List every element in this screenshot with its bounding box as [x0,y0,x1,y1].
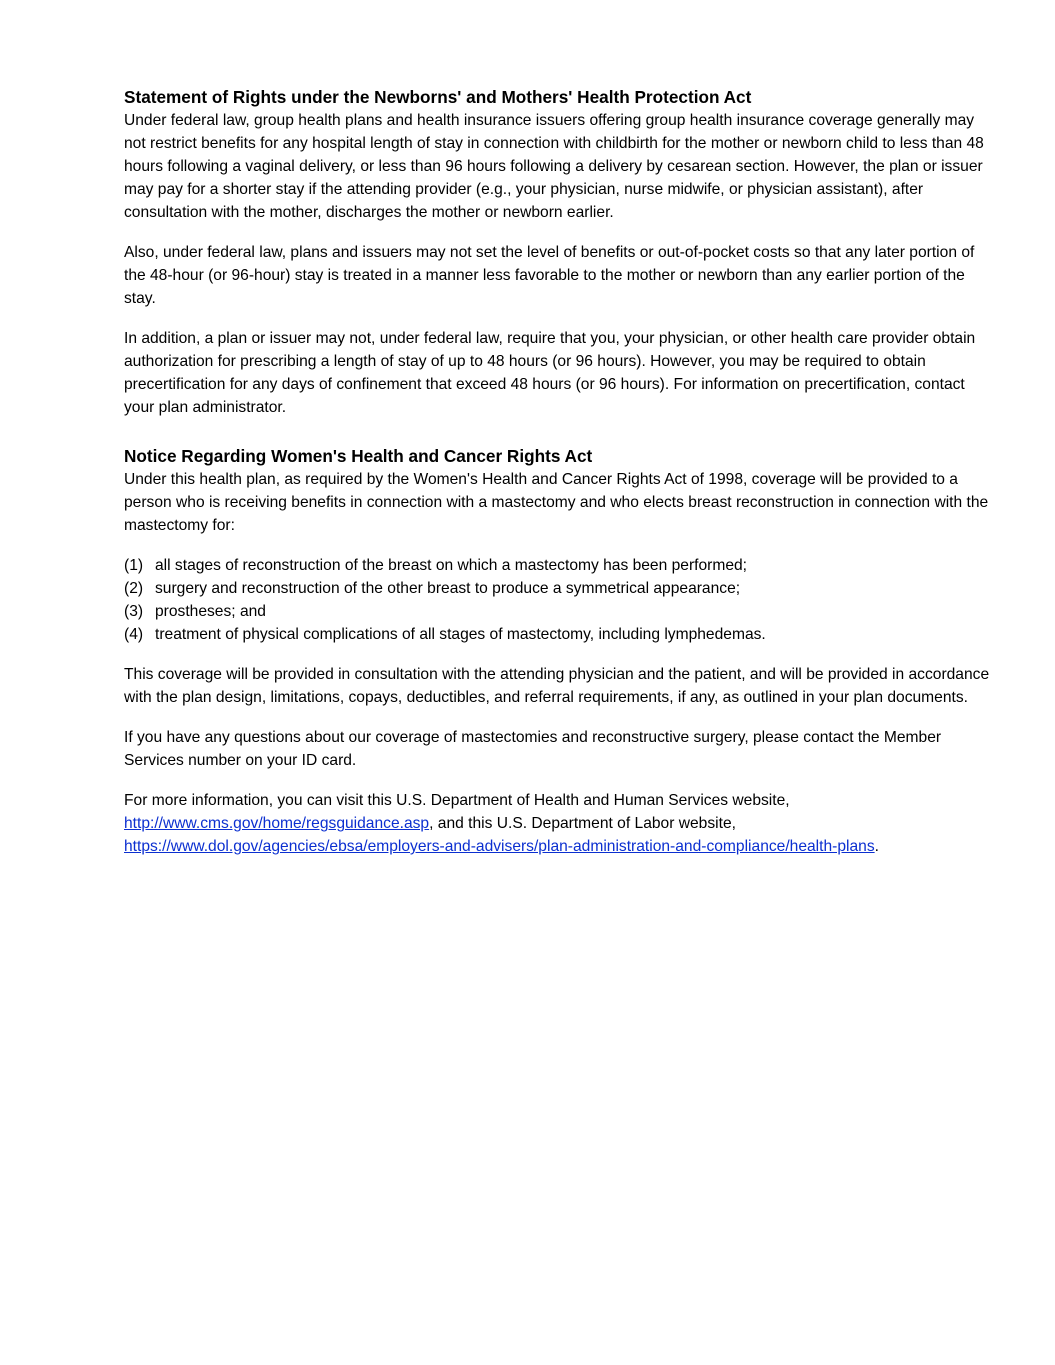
coverage-paragraph: This coverage will be provided in consultation with the attending physician and the patient, and will be provided in accordance with the plan design, limitations, copays, deductibles, and referral requirements, if any, as outlined in your plan documents. [124,666,990,706]
womens-health-intro-paragraph: Under this health plan, as required by the Women's Health and Cancer Rights Act of 1998, coverage will be provided to a person who is receiving benefits in connection with a mastectomy and who elects breast reconstruction in connection with the mastectomy for: [124,471,989,534]
dol-health-plans-link[interactable]: https://www.dol.gov/agencies/ebsa/employers-and-advisers/plan-administration-and-compliance/health-plans [124,838,875,855]
more-info-end: . [874,838,879,855]
list-item [124,623,995,646]
list-item-text: prostheses; and [155,603,266,620]
list-item-number: (3) [124,603,144,620]
list-item-text: surgery and reconstruction of the other breast to produce a symmetrical appearance; [155,580,741,597]
newborns-act-paragraph-1: Under federal law, group health plans and health insurance issuers offering group health insurance coverage generally may not restrict benefits for any hospital length of stay in connection with childbirth for the mother or newborn child to less than 48 hours following a vaginal delivery, or less than 96 hours following a delivery by cesarean section. However, the plan or issuer may pay for a shorter stay if the attending provider (e.g., your physician, nurse midwife, or physician assistant), after consultation with the mother, discharges the mother or newborn earlier. [124,112,984,221]
list-item [124,554,995,577]
newborns-act-paragraph-2: Also, under federal law, plans and issuers may not set the level of benefits or out-of-pocket costs so that any later portion of the 48-hour (or 96-hour) stay is treated in a manner less favorable to the mother or newborn than any earlier portion of the stay. [124,244,975,307]
list-item-number: (2) [124,580,144,597]
questions-paragraph: If you have any questions about our coverage of mastectomies and reconstructive surgery, please contact the Member Services number on your ID card. [124,729,942,769]
more-info-paragraph [124,789,995,858]
reconstruction-list [124,554,995,646]
list-item-text: all stages of reconstruction of the breast on which a mastectomy has been performed; [155,557,748,574]
newborns-act-paragraph-3: In addition, a plan or issuer may not, under federal law, require that you, your physician, or other health care provider obtain authorization for prescribing a length of stay of up to 48 hours (or 96 hours). However, you may be required to obtain precertification for any days of confinement that exceed 48 hours (or 96 hours). For information on precertification, contact your plan administrator. [124,330,976,416]
newborns-act-heading: Statement of Rights under the Newborns' and Mothers' Health Protection Act [124,87,752,107]
more-info-middle: , and this U.S. Department of Labor website, [429,815,736,832]
more-info-lead: For more information, you can visit this U.S. Department of Health and Human Services website, [124,792,790,809]
list-item-text: treatment of physical complications of all stages of mastectomy, including lymphedemas. [155,626,766,643]
womens-health-act-heading: Notice Regarding Women's Health and Cancer Rights Act [124,446,593,466]
list-item [124,600,995,623]
cms-guidance-link[interactable]: http://www.cms.gov/home/regsguidance.asp [124,815,430,832]
list-item [124,577,995,600]
list-item-number: (1) [124,557,144,574]
list-item-number: (4) [124,626,144,643]
